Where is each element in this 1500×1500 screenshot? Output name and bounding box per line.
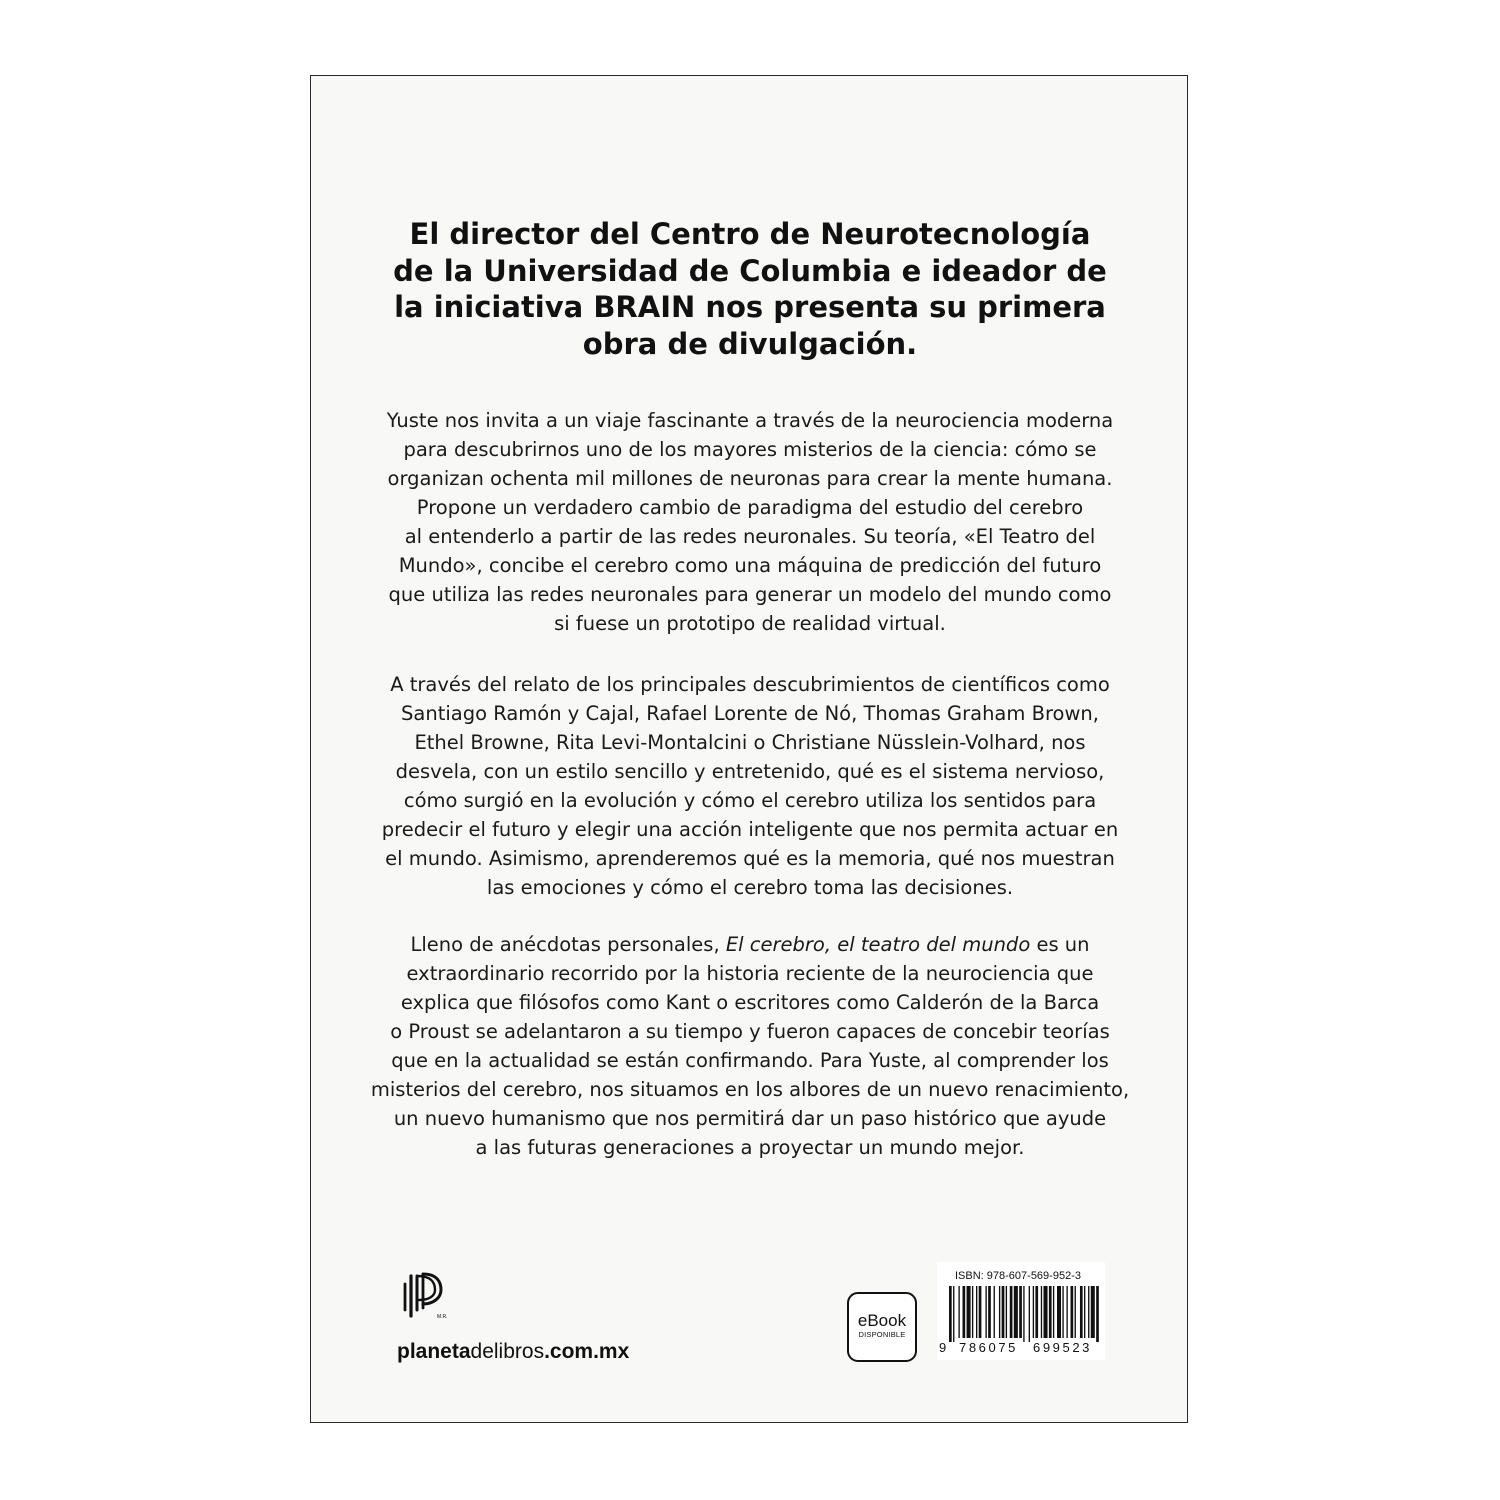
text-line: o Proust se adelantaron a su tiempo y fueron capaces de concebir teorías — [390, 1020, 1110, 1043]
barcode-bar — [976, 1286, 977, 1338]
barcode-bar — [1084, 1286, 1085, 1338]
book-back-cover — [310, 75, 1188, 1423]
text-line: Ethel Browne, Rita Levi-Montalcini o Christiane Nüsslein-Volhard, nos — [414, 731, 1086, 754]
ebook-badge-title: eBook — [857, 1311, 907, 1330]
text-fragment: es un — [1030, 933, 1090, 956]
barcode-bar — [1002, 1286, 1005, 1338]
barcode-bar — [949, 1286, 952, 1342]
barcode-bar — [1019, 1286, 1022, 1338]
barcode-bar — [1075, 1286, 1076, 1338]
text-line: las emociones y cómo el cerebro toma las decisiones. — [486, 876, 1014, 899]
synopsis-paragraph-3 — [311, 930, 1189, 1162]
text-line: que utiliza las redes neuronales para generar un modelo del mundo como — [388, 583, 1112, 606]
barcode-bar — [999, 1286, 1000, 1338]
text-line: Propone un verdadero cambio de paradigma del estudio del cerebro — [416, 496, 1084, 519]
barcode-bar — [1023, 1286, 1024, 1342]
barcode-bar — [1080, 1286, 1083, 1338]
barcode-bar — [985, 1286, 986, 1338]
book-title: El cerebro, el teatro del mundo — [725, 933, 1031, 956]
text-line: cómo surgió en la evolución y cómo el cerebro utiliza los sentidos para — [403, 789, 1097, 812]
barcode-bar — [1091, 1286, 1095, 1338]
barcode-bar — [1010, 1286, 1013, 1338]
headline-line: El director del Centro de Neurotecnología — [409, 217, 1091, 251]
text-line: un nuevo humanismo que nos permitirá dar un paso histórico que ayude — [393, 1107, 1107, 1130]
text-line: Mundo», concibe el cerebro como una máquina de predicción del futuro — [398, 554, 1102, 577]
barcode-bar — [1088, 1286, 1089, 1338]
barcode-bar — [1053, 1286, 1054, 1338]
barcode-bar — [1071, 1286, 1074, 1338]
text-line: Yuste nos invita a un viaje fascinante a través de la neurociencia moderna — [386, 409, 1114, 432]
text-line: explica que filósofos como Kant o escritores como Calderón de la Barca — [400, 991, 1100, 1014]
barcode-bar — [958, 1286, 959, 1338]
barcode-bars — [937, 1286, 1105, 1342]
text-line: que en la actualidad se están confirmando. Para Yuste, al comprender los — [391, 1049, 1109, 1072]
barcode-bar — [1066, 1286, 1067, 1338]
barcode-bar — [1029, 1286, 1030, 1342]
barcode-bar — [1014, 1286, 1018, 1338]
barcode-bar — [1041, 1286, 1042, 1338]
text-line: misterios del cerebro, nos situamos en los albores de un nuevo renacimiento, — [370, 1078, 1130, 1101]
headline-line: de la Universidad de Columbia e ideador de — [393, 253, 1107, 288]
barcode-digit-group: 699523 — [1033, 1340, 1092, 1355]
barcode-bar — [1062, 1286, 1063, 1338]
barcode-digit-group: 786075 — [959, 1340, 1018, 1355]
isbn-barcode — [937, 1262, 1105, 1360]
barcode-bar — [1033, 1286, 1034, 1338]
barcode-bar — [1057, 1286, 1061, 1338]
text-line: A través del relato de los principales descubrimientos de científicos como — [390, 673, 1110, 696]
barcode-bar — [972, 1286, 973, 1338]
barcode-bar — [988, 1286, 991, 1338]
text-line: si fuese un prototipo de realidad virtual. — [554, 612, 946, 635]
publisher-website — [397, 1340, 629, 1364]
headline-line: obra de divulgación. — [582, 326, 918, 361]
barcode-bar — [1044, 1286, 1048, 1338]
barcode-bar — [953, 1286, 954, 1342]
text-line — [311, 930, 1189, 959]
synopsis-paragraph-2 — [311, 670, 1189, 902]
barcode-bar — [1006, 1286, 1007, 1338]
headline-line: la iniciativa BRAIN nos presenta su primera — [394, 290, 1106, 324]
website-part: .com.mx — [544, 1340, 630, 1363]
logo-mark: M.R. — [437, 1314, 448, 1320]
text-line: desvela, con un estilo sencillo y entretenido, qué es el sistema nervioso, — [395, 760, 1105, 783]
text-fragment: Lleno de anécdotas personales, — [410, 933, 726, 956]
barcode-bar — [1049, 1286, 1052, 1338]
text-line: para descubrirnos uno de los mayores misterios de la ciencia: cómo se — [403, 438, 1097, 461]
ebook-available-badge — [847, 1292, 917, 1362]
text-line: Santiago Ramón y Cajal, Rafael Lorente de Nó, Thomas Graham Brown, — [401, 702, 1099, 725]
barcode-bar — [979, 1286, 982, 1338]
barcode-bar — [963, 1286, 966, 1338]
text-line: extraordinario recorrido por la historia reciente de la neurociencia que — [406, 962, 1094, 985]
barcode-bar — [1035, 1286, 1038, 1338]
website-part: planeta — [397, 1340, 471, 1363]
text-line: organizan ochenta mil millones de neuronas para crear la mente humana. — [387, 467, 1113, 490]
barcode-bar — [967, 1286, 971, 1338]
synopsis-paragraph-1 — [311, 406, 1189, 638]
text-line: al entenderlo a partir de las redes neuronales. Su teoría, «El Teatro del — [404, 525, 1096, 548]
headline — [311, 216, 1189, 362]
text-line: el mundo. Asimismo, aprenderemos qué es la memoria, qué nos muestran — [385, 847, 1115, 870]
website-part: delibros — [470, 1340, 545, 1363]
barcode-bar — [1096, 1286, 1099, 1342]
barcode-lead-digit: 9 — [939, 1340, 947, 1355]
text-line: a las futuras generaciones a proyectar un mundo mejor. — [475, 1136, 1025, 1159]
ebook-badge-subtitle: DISPONIBLE — [858, 1330, 906, 1339]
text-line: predecir el futuro y elegir una acción inteligente que nos permita actuar en — [381, 818, 1119, 841]
isbn-label: ISBN: 978-607-569-952-3 — [955, 1270, 1081, 1282]
planeta-logo-icon — [397, 1264, 449, 1320]
barcode-bar — [994, 1286, 995, 1338]
